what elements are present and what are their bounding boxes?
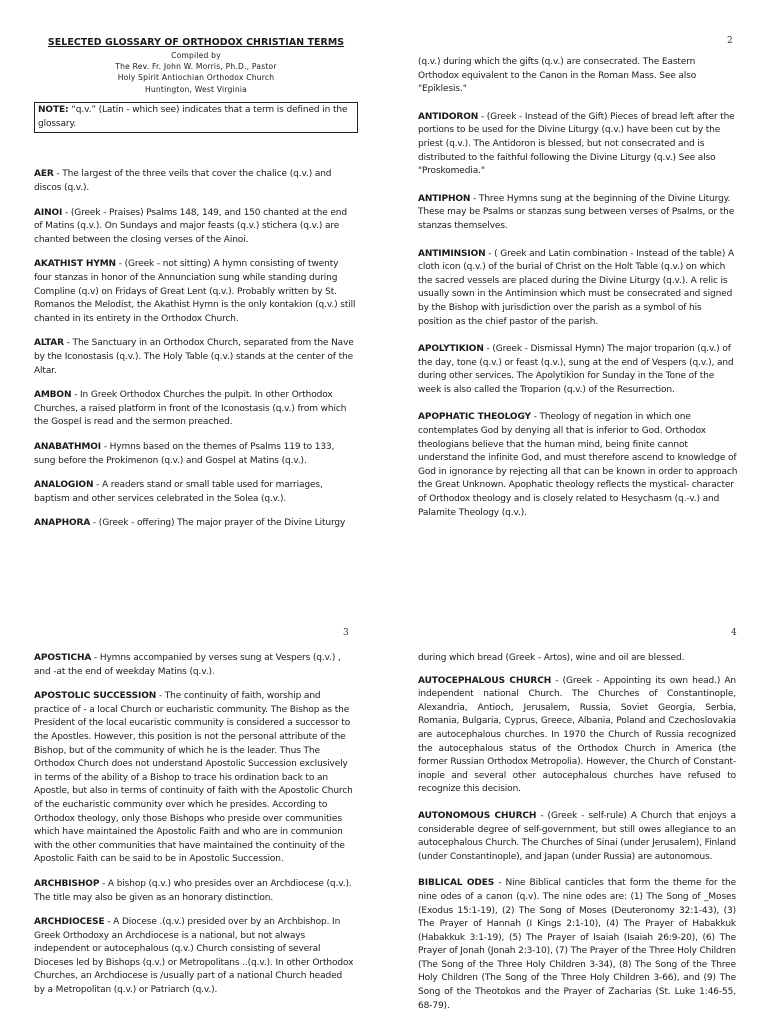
entry-definition: - (Greek - self-rule) A Church that enjoys a considerable degree of self-government, but still owes allegiance to an autocephalous Church. The Churches of Sinai (under Jerusalem), Finland (under Constantinople), and Japan (under Russia) are autonomous. — [418, 810, 736, 862]
entry-definition: (q.v.) during which the gifts (q.v.) are consecrated. The Eastern Orthodox equivalent to the Canon in the Roman Mass. See also "Epiklesis." — [418, 57, 697, 95]
page-number: 4 — [731, 628, 737, 638]
glossary-entry — [418, 411, 738, 520]
glossary-entry — [34, 878, 354, 905]
page-4-column — [418, 652, 736, 1024]
entry-definition: - (Greek - Dismissal Hymn) The major troparion (q.v.) of the day, tone (q.v.) or feast (q.v.), sung at the end of Vespers (q.v.), and during other services. The Apolytikion for Sunday in the Tone of the week is also called the Troparion (q.v.) of the Resurrection. — [418, 344, 734, 395]
entry-term: AINOI — [34, 207, 63, 218]
glossary-entry — [418, 675, 736, 797]
entry-term: ARCHBISHOP — [34, 878, 100, 889]
glossary-entry — [34, 168, 358, 195]
entry-term: ARCHDIOCESE — [34, 917, 105, 928]
entry-definition: - Hymns based on the themes of Psalms 119 to 133, sung before the Prokimenon (q.v.) and Gospel at Matins (q.v.). — [34, 441, 335, 466]
entry-definition: - Three Hymns sung at the beginning of the Divine Liturgy. These may be Psalms or stanzas sung between verses of Psalms, or the stanzas themselves. — [418, 193, 735, 231]
page-1-column — [34, 0, 358, 529]
entry-definition: - ( Greek and Latin combination - Instead of the table) A cloth icon (q.v.) of the burial of Christ on the Holt Table (q.v.) on which the sacred vessels are placed during the Divine Liturgy (q.v.). A relic is usually sown in the Antiminsion which must be consecrated and signed by the Bishop with jurisdiction over the parish as a symbol of his position as the chief pastor of the parish. — [418, 248, 735, 327]
entry-definition: during which bread (Greek - Artos), wine and oil are blessed. — [418, 653, 685, 663]
entry-term: ALTAR — [34, 338, 64, 349]
entry-term: AUTONOMOUS CHURCH — [418, 810, 537, 821]
glossary-entry — [418, 193, 738, 234]
entry-term: AER — [34, 169, 54, 180]
entry-definition: - (Greek - offering) The major prayer of the Divine Liturgy — [90, 518, 346, 529]
glossary-entry — [418, 877, 736, 1013]
glossary-entry — [34, 389, 358, 430]
entry-definition: - In Greek Orthodox Churches the pulpit. In other Orthodox Churches, a raised platform in front of the Iconostasis (q.v.) from which the Gospel is read and the sermon preached. — [34, 390, 347, 428]
entry-term: BIBLICAL ODES — [418, 878, 495, 889]
glossary-entry — [34, 337, 358, 378]
entry-definition: - The largest of the three veils that cover the chalice (q.v.) and discos (q.v.). — [34, 169, 332, 193]
entry-term: ANALOGION — [34, 480, 94, 491]
glossary-entry — [418, 343, 738, 397]
entry-term: AUTOCEPHALOUS CHURCH — [418, 675, 552, 686]
glossary-entry — [34, 207, 358, 248]
entry-definition: - (Greek - not sitting) A hymn consisting of twenty four stanzas in honor of the Annunciation sung while standing during Compline (q.v) on Fridays of Great Lent (q.v.). Probably written by St. Romanos the Melodist, the Akathist Hymn is the only kontakion (q.v.) still chanted in its entirety in the Orthodox Church. — [34, 259, 356, 324]
note-box — [34, 102, 358, 133]
entry-definition: - A Diocese .(q.v.) presided over by an Archbishop. In Greek Orthodoxy an Archdiocese is a national, but not always independent or autocephalous (q.v.) Church consisting of several Dioceses led by Bishops (q.v.) or Metropolitans ..(q.v.). In other Orthodox Churches, an Archdiocese is /usually part of a national Church headed by a Metropolitan (q.v.) or Patriarch (q.v.). — [34, 917, 354, 996]
entry-term: APOPHATIC THEOLOGY — [418, 412, 531, 423]
entry-term: ANABATHMOI — [34, 441, 102, 452]
entry-term: ANAPHORA — [34, 518, 91, 529]
entry-definition: - (Greek - Praises) Psalms 148, 149, and 150 chanted at the end of Matins (q.v.). On Sundays and major feasts (q.v.) stichera (q.v.) are chanted between the closing verses of the Ainoi. — [34, 207, 347, 245]
glossary-header — [34, 36, 358, 95]
entry-term: ANTIDORON — [418, 111, 479, 122]
glossary-entry — [34, 916, 354, 998]
glossary-entry — [418, 810, 736, 864]
page-number: 2 — [727, 36, 733, 46]
note-text: “q.v.” (Latin - which see) indicates that a term is defined in the glossary. — [38, 105, 348, 129]
entry-term: APOSTOLIC SUCCESSION — [34, 691, 157, 702]
entry-term: ANTIMINSION — [418, 248, 486, 259]
entry-definition: - A readers stand or small table used for marriages, baptism and other services celebrated in the Solea (q.v.). — [34, 480, 323, 504]
glossary-entry — [34, 652, 354, 679]
header-line: Compiled by — [171, 50, 221, 60]
spread-pages-3-4 — [0, 512, 768, 1024]
entry-definition: - Hymns accompanied by verses sung at Vespers (q.v.) , and -at the end of weekday Matins (q.v.). — [34, 653, 341, 677]
entry-term: ANTIPHON — [418, 193, 471, 204]
entry-definition: - The continuity of faith, worship and practice of - a local Church or eucharistic community. The Bishop as the President of the local eucaristic community is considered a successor to the Apostles. However, this position is not the personal attribute of the Bishop, but of the community of which he is the leader. Thus The Orthodox Church does not understand Apostolic Succession exclusively in terms of the ability of a Bishop to trace his ordination back to an Apostle, but also in terms of continuity of faith with the Apostolic Church of the eucharistic community over which he presides. According to Orthodox theology, only those Bishops who preside over communities which have maintained the Apostolic Faith and who are in communion with the other communities that have maintained the continuity of the Apostolic Faith can be said to be in Apostolic Succession. — [34, 691, 353, 865]
note-label: NOTE: — [38, 105, 69, 116]
glossary-entry — [34, 690, 354, 867]
glossary-title: SELECTED GLOSSARY OF ORTHODOX CHRISTIAN TERMS — [47, 37, 345, 48]
glossary-entry-continued — [418, 652, 736, 666]
entry-list — [34, 168, 358, 530]
entry-definition: - Nine Biblical canticles that form the theme for the nine odes of a canon (q.v). The nine odes are: (1) The Song of _Moses (Exodus 15:1-19), (2) The Song of Moses (Deuteronomy 32:1-43), (3) The Prayer of Hannah (I Kings 2:1-10), (4) The Prayer of Habakkuk (Habakkuk 3:1-19), (5) The Prayer of Isaiah (Isaiah 26:9-20), (6) The Prayer of Jonah (Jonah 2:3-10), (7) The Prayer of the Three Holy Children (The Song of the Three Holy Children 3-34), (8) The Song of the Three Holy Children (The Song of the Three Holy Children 3-66), and (9) The Song of the Theotokos and the Prayer of Zacharias (St. Luke 1:46-55, 68-79). — [418, 878, 736, 1011]
header-line: Holy Spirit Antiochian Orthodox Church — [117, 73, 275, 83]
header-line: The Rev. Fr. John W. Morris, Ph.D., Pastor — [115, 62, 277, 71]
glossary-entry — [34, 441, 358, 468]
entry-term: AKATHIST HYMN — [34, 259, 116, 270]
glossary-entry — [418, 248, 738, 330]
entry-definition: - The Sanctuary in an Orthodox Church, separated from the Nave by the Iconostasis (q.v.). The Holy Table (q.v.) stands at the center of the Altar. — [34, 338, 354, 376]
page-3-column — [34, 652, 354, 1024]
entry-definition: - A bishop (q.v.) who presides over an Archdiocese (q.v.). The title may also be given as an honorary distinction. — [34, 878, 352, 903]
glossary-entry — [34, 479, 358, 506]
entry-term: AMBON — [34, 390, 72, 401]
entry-definition: - (Greek - Appointing its own head.) An independent national Church. The Churches of Constantinople, Alexandria, Antioch, Jerusalem, Russia, Soviet Georgia, Serbia, Romania, Bulgaria, Cyprus, Greece, Albania, Poland and Czechoslovakia are autocephalous churches. In 1970 the Church of Russia recognized the autocephalous status of the Orthodox Church in America (the former Russian Orthodox Metropolia). However, the Church of Constant-inople and several other autocephalous churches have refused to recognize this decision. — [418, 675, 737, 795]
entry-term: APOSTICHA — [34, 653, 92, 663]
page-number: 3 — [343, 628, 349, 638]
entry-definition: - Theology of negation in which one contemplates God by denying all that is inferior to God. Orthodox theologians believe that the human mind, being finite cannot understand the infinite God, and must therefore ascend to knowledge of God in ignorance by rejecting all that can be known in order to approach the Great Unknown. Apophatic theology reflects the mystical- character of Orthodox theology and is closely related to Hesychasm (q.-v.) and Palamite Theology (q.v.). — [418, 412, 738, 518]
page-2-column — [418, 56, 738, 568]
glossary-entry-continued — [418, 56, 738, 97]
entry-term: APOLYTIKION — [418, 344, 484, 355]
glossary-entry — [34, 258, 358, 326]
glossary-entry — [418, 111, 738, 179]
header-line: Huntington, West Virginia — [144, 84, 248, 94]
entry-definition: - (Greek - Instead of the Gift) Pieces of bread left after the portions to be used for the Divine Liturgy (q.v.) have been cut by the priest (q.v.). The Antidoron is blessed, but not consecrated and is distributed to the faithful following the Divine Liturgy (q.v.) See also "Proskomedia." — [418, 111, 735, 177]
